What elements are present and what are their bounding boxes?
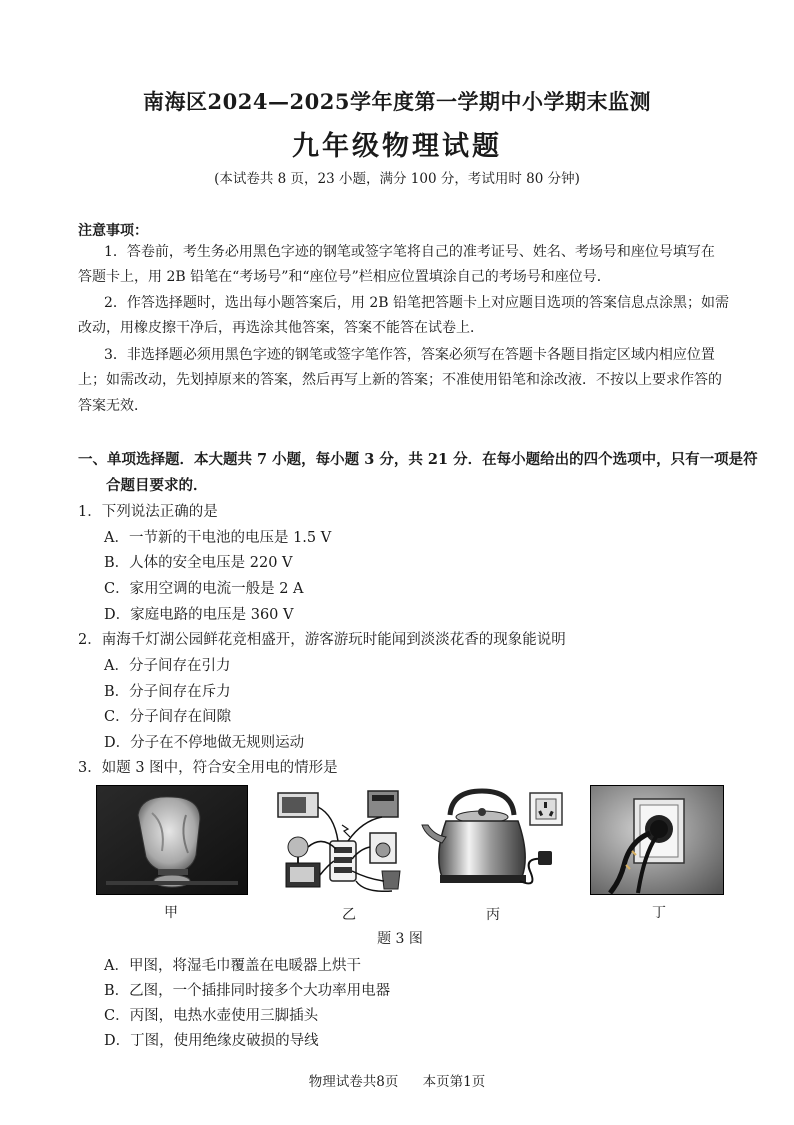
figure-label-ding: 丁: [652, 905, 666, 921]
question-3-option-b: B．乙图，一个插排同时接多个大功率用电器: [104, 983, 391, 999]
question-3-stem: 3．如题 3 图中，符合安全用电的情形是: [78, 760, 338, 776]
note-line: 答案无效．: [78, 398, 148, 414]
question-3-option-d: D．丁图，使用绝缘皮破损的导线: [104, 1033, 319, 1049]
figure-label-yi: 乙: [342, 907, 356, 923]
section-heading: 一、单项选择题．本大题共 7 小题，每小题 3 分，共 21 分．在每小题给出的四个选项中，只有一项是符: [78, 451, 758, 468]
note-line: 1．答卷前，考生务必用黑色字迹的钢笔或签字笔将自己的准考证号、姓名、考场号和座位号填写在: [104, 244, 715, 260]
question-2-option-c: C．分子间存在间隙: [104, 709, 232, 725]
figure-label-bing: 丙: [486, 907, 500, 923]
exam-info: (本试卷共 8 页，23 小题，满分 100 分，考试用时 80 分钟): [214, 171, 580, 187]
question-1-option-c: C．家用空调的电流一般是 2 A: [104, 581, 304, 597]
question-3-option-c: C．丙图，电热水壶使用三脚插头: [104, 1008, 319, 1024]
footer-total-pages: 物理试卷共8页: [308, 1074, 399, 1090]
figure-yi-overloaded-power-strip: [272, 785, 414, 895]
exam-title: 南海区2024—2025学年度第一学期中小学期末监测: [143, 89, 651, 114]
question-1-option-b: B．人体的安全电压是 220 V: [104, 555, 293, 571]
page-footer: [0, 1070, 794, 1090]
question-1-stem: 1．下列说法正确的是: [78, 504, 218, 520]
question-2-option-a: A．分子间存在引力: [104, 658, 231, 674]
note-line: 答题卡上，用 2B 铅笔在“考场号”和“座位号”栏相应位置填涂自己的考场号和座位号．: [78, 269, 611, 285]
question-1-option-a: A．一节新的干电池的电压是 1.5 V: [104, 530, 332, 546]
question-1-option-d: D．家庭电路的电压是 360 V: [104, 607, 294, 623]
note-line: 2．作答选择题时，选出每小题答案后，用 2B 铅笔把答题卡上对应题目选项的答案信息点涂黑；如需: [104, 295, 730, 311]
note-line: 3．非选择题必须用黑色字迹的钢笔或签字笔作答，答案必须写在答题卡各题目指定区域内相应位置: [104, 347, 715, 363]
question-3-option-a: A．甲图，将湿毛巾覆盖在电暖器上烘干: [104, 958, 361, 974]
note-line: 上；如需改动，先划掉原来的答案，然后再写上新的答案；不准使用铅笔和涂改液．不按以上要求作答的: [78, 372, 722, 388]
footer-current-page: 本页第1页: [422, 1074, 486, 1090]
figure-jia-wet-towel-heater: [96, 785, 248, 895]
notes-heading: 注意事项：: [78, 223, 148, 239]
section-heading-cont: 合题目要求的．: [106, 477, 208, 494]
question-2-option-d: D．分子在不停地做无规则运动: [104, 735, 305, 751]
note-line: 改动，用橡皮擦干净后，再选涂其他答案，答案不能答在试卷上．: [78, 320, 484, 336]
question-2-stem: 2．南海千灯湖公园鲜花竞相盛开，游客游玩时能闻到淡淡花香的现象能说明: [78, 632, 566, 648]
figure-bing-kettle-three-pin-plug: [420, 785, 570, 895]
question-2-option-b: B．分子间存在斥力: [104, 684, 231, 700]
figure-ding-damaged-wire: [590, 785, 724, 895]
figure-label-jia: 甲: [164, 905, 178, 921]
exam-subject-title: 九年级物理试题: [292, 131, 502, 162]
figure-caption: 题 3 图: [377, 931, 423, 947]
